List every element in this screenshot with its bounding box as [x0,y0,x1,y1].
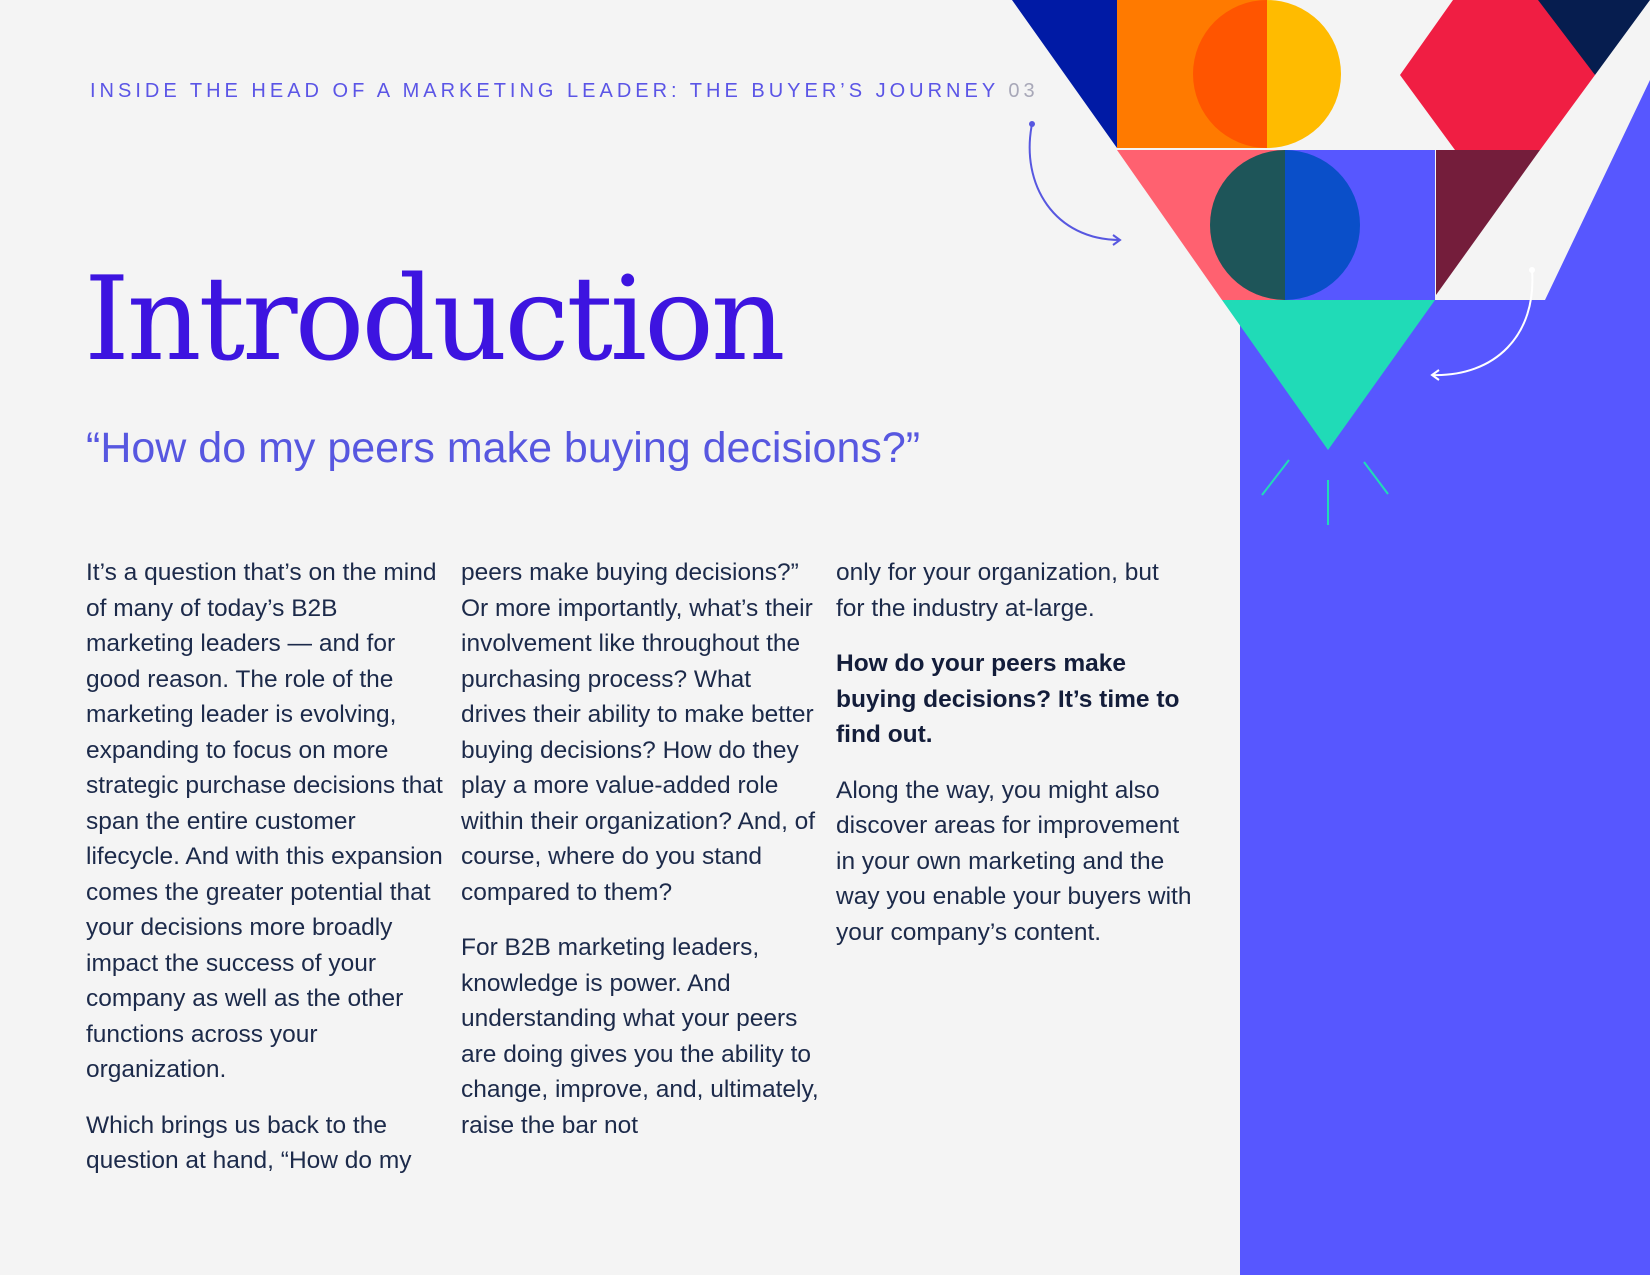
maroon-triangle [1436,150,1540,295]
page-subtitle: “How do my peers make buying decisions?” [86,424,921,472]
arrow-dot [1029,121,1035,127]
paragraph: It’s a question that’s on the mind of many of today’s B2B marketing leaders — and for good reason. The role of the marketing leader is evolving, expanding to focus on more strategic purchase decisions that span the entire customer lifecycle. And with this expansion comes the greater potential that your decisions more broadly impact the success of your company as well as the other functions across your organization. [86,559,443,1083]
paragraph: Which brings us back to the question at hand, “How do my [86,1111,412,1174]
paragraph: peers make buying decisions?” Or more importantly, what’s their involvement like throughout the purchasing process? What drives their ability to make better buying decisions? How do they play a more value-added role within their organization? And, of course, where do you stand compared to them? [461,559,816,906]
running-title: INSIDE THE HEAD OF A MARKETING LEADER: THE BUYER’S JOURNEY [90,80,999,102]
yellow-half-circle [1267,0,1341,148]
navy-triangle [1012,0,1117,148]
paragraph: only for your organization, but for the industry at-large. [836,559,1159,622]
curved-arrow-left [1030,124,1120,240]
paragraph: Along the way, you might also discover areas for improvement in your own marketing and the way you enable your buyers with your company’s content. [836,776,1192,946]
arrow-dot-white [1529,267,1535,273]
page-title: Introduction [84,252,783,387]
page-number: 03 [1008,80,1039,102]
paragraph: For B2B marketing leaders, knowledge is power. And understanding what your peers are doing gives you the ability to change, improve, and, ultimately, raise the bar not [461,934,819,1139]
callout-text: How do your peers make buying decisions? It’s time to find out. [836,650,1180,748]
